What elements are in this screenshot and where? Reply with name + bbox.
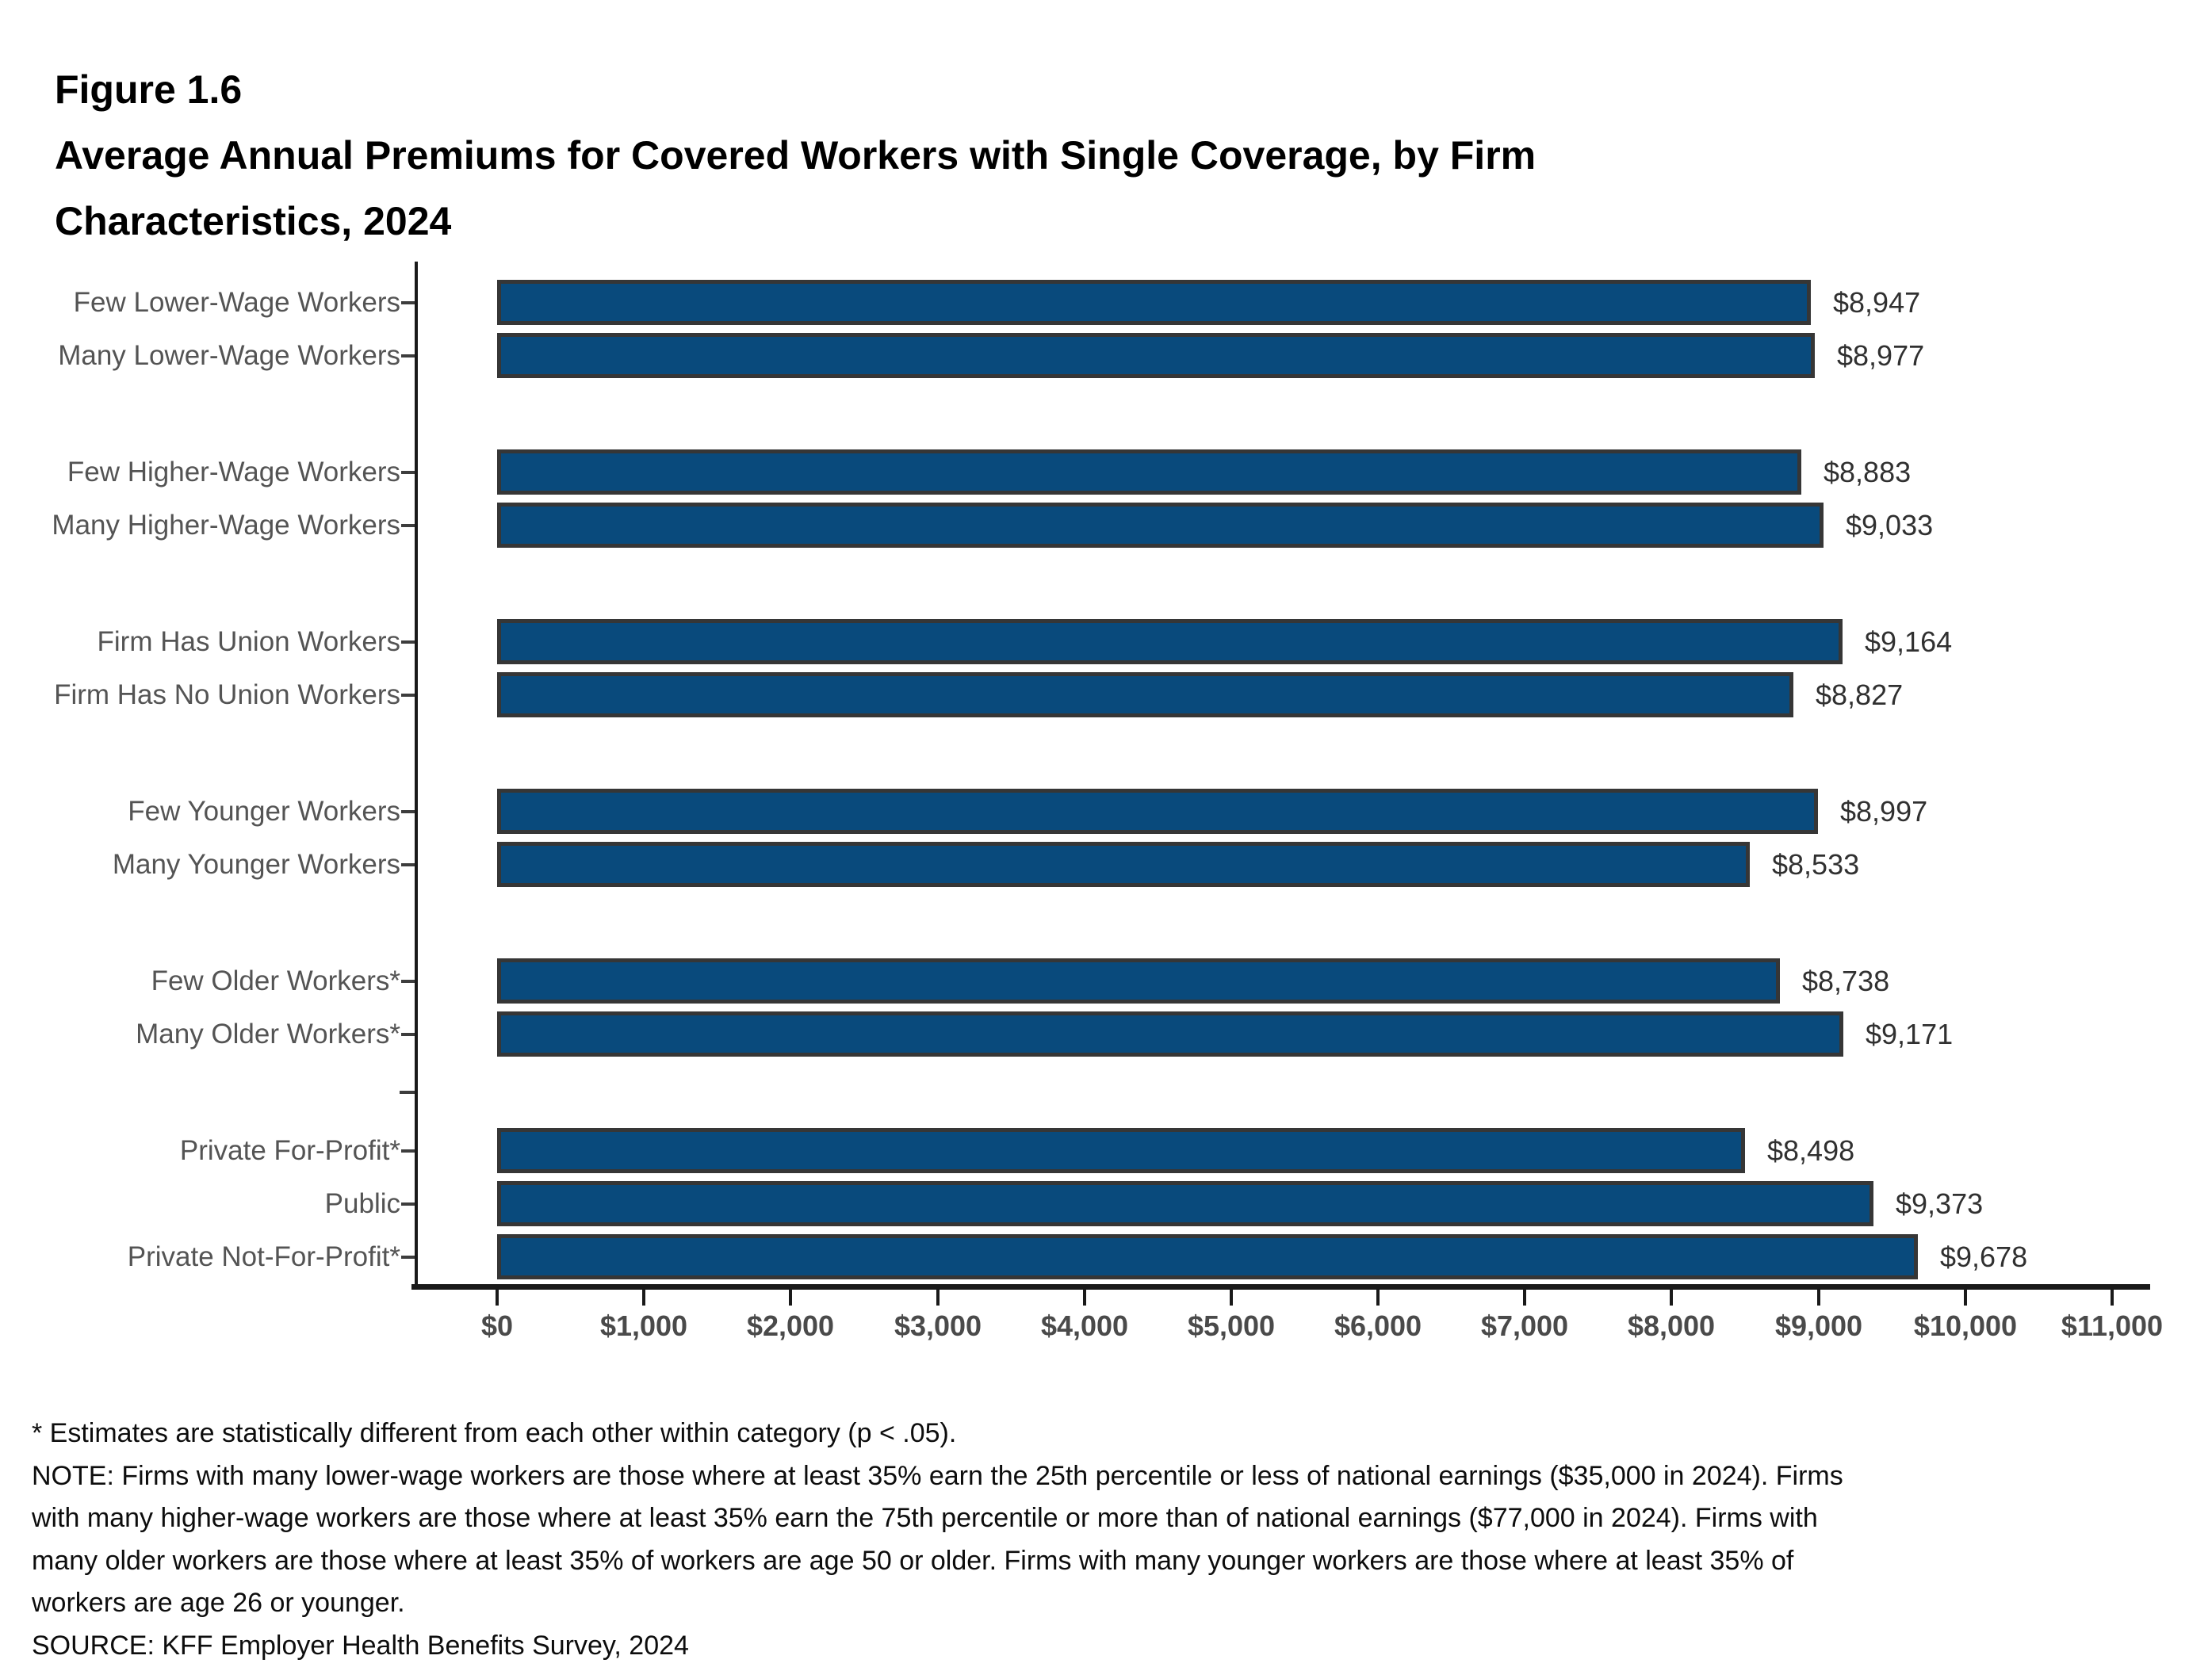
footnote-note-line1: NOTE: Firms with many lower-wage workers are those where at least 35% earn the 25th percentile or less of national earnings ($35,000 in 2024). Firms bbox=[32, 1455, 1843, 1498]
axis-tick bbox=[2111, 1290, 2114, 1306]
category-label: Few Lower-Wage Workers bbox=[0, 284, 400, 322]
figure-number: Figure 1.6 bbox=[55, 57, 1536, 123]
footnote-note-line2: with many higher-wage workers are those where at least 35% earn the 75th percentile or more than of national earnings ($77,000 in 2024). Firms with bbox=[32, 1497, 1843, 1540]
value-label: $9,373 bbox=[1896, 1184, 1983, 1224]
axis-tick-label: $2,000 bbox=[695, 1310, 886, 1343]
bar bbox=[497, 280, 1811, 325]
axis-tick bbox=[1230, 1290, 1233, 1306]
axis-tick-label: $5,000 bbox=[1136, 1310, 1326, 1343]
bar bbox=[497, 1181, 1873, 1226]
bar bbox=[497, 619, 1843, 664]
bar bbox=[497, 1011, 1843, 1057]
bar bbox=[497, 842, 1750, 887]
axis-tick bbox=[1523, 1290, 1526, 1306]
axis-tick bbox=[1817, 1290, 1820, 1306]
bar bbox=[497, 1234, 1918, 1279]
bar bbox=[497, 449, 1801, 495]
axis-tick bbox=[1964, 1290, 1967, 1306]
axis-tick bbox=[1376, 1290, 1380, 1306]
category-label: Firm Has No Union Workers bbox=[0, 676, 400, 714]
axis-tick-label: $7,000 bbox=[1429, 1310, 1620, 1343]
category-label: Public bbox=[0, 1185, 400, 1223]
figure-title-line3: Characteristics, 2024 bbox=[55, 189, 1536, 254]
bar bbox=[497, 1128, 1745, 1173]
value-label: $8,977 bbox=[1837, 336, 1924, 376]
category-label: Few Older Workers* bbox=[0, 962, 400, 1000]
bar bbox=[497, 672, 1793, 717]
value-label: $8,883 bbox=[1824, 453, 1911, 492]
value-label: $9,164 bbox=[1865, 622, 1952, 662]
value-label: $9,171 bbox=[1866, 1015, 1953, 1054]
axis-tick bbox=[789, 1290, 792, 1306]
footnote-note-line3: many older workers are those where at least 35% of workers are age 50 or older. Firms with many younger workers are those where at least 35% of bbox=[32, 1540, 1843, 1583]
category-label: Private Not-For-Profit* bbox=[0, 1238, 400, 1276]
value-label: $9,033 bbox=[1846, 506, 1933, 545]
category-label: Few Higher-Wage Workers bbox=[0, 453, 400, 491]
axis-tick bbox=[1670, 1290, 1673, 1306]
figure-title-line2: Average Annual Premiums for Covered Workers with Single Coverage, by Firm bbox=[55, 123, 1536, 189]
category-label: Few Younger Workers bbox=[0, 793, 400, 831]
value-label: $8,827 bbox=[1816, 675, 1903, 715]
axis-tick bbox=[1083, 1290, 1086, 1306]
bar bbox=[497, 503, 1824, 548]
bar bbox=[497, 333, 1815, 378]
axis-tick-label: $9,000 bbox=[1724, 1310, 1914, 1343]
axis-tick-label: $8,000 bbox=[1576, 1310, 1766, 1343]
axis-tick-label: $10,000 bbox=[1870, 1310, 2061, 1343]
y-axis-line bbox=[415, 262, 418, 1290]
value-label: $9,678 bbox=[1940, 1237, 2027, 1277]
category-label: Private For-Profit* bbox=[0, 1132, 400, 1170]
axis-tick bbox=[496, 1290, 499, 1306]
x-axis-line bbox=[411, 1284, 2150, 1290]
axis-tick-label: $0 bbox=[402, 1310, 592, 1343]
value-label: $8,738 bbox=[1802, 962, 1889, 1001]
axis-tick-label: $11,000 bbox=[2017, 1310, 2207, 1343]
bar bbox=[497, 958, 1780, 1004]
axis-tick-label: $6,000 bbox=[1283, 1310, 1473, 1343]
bar bbox=[497, 789, 1818, 834]
axis-tick bbox=[936, 1290, 940, 1306]
axis-tick bbox=[642, 1290, 645, 1306]
category-label: Many Lower-Wage Workers bbox=[0, 337, 400, 375]
category-label: Many Older Workers* bbox=[0, 1015, 400, 1053]
value-label: $8,533 bbox=[1772, 845, 1859, 885]
axis-tick-label: $3,000 bbox=[843, 1310, 1033, 1343]
footnote-note-line4: workers are age 26 or younger. bbox=[32, 1582, 1843, 1625]
footnote-asterisk: * Estimates are statistically different from each other within category (p < .05). bbox=[32, 1413, 1843, 1455]
value-label: $8,498 bbox=[1767, 1131, 1854, 1171]
axis-tick-label: $1,000 bbox=[549, 1310, 739, 1343]
category-label: Many Younger Workers bbox=[0, 846, 400, 884]
axis-tick-label: $4,000 bbox=[989, 1310, 1180, 1343]
footnote-source: SOURCE: KFF Employer Health Benefits Survey, 2024 bbox=[32, 1625, 1843, 1667]
value-label: $8,997 bbox=[1840, 792, 1927, 832]
category-label: Firm Has Union Workers bbox=[0, 623, 400, 661]
footnotes bbox=[32, 1413, 1843, 1667]
value-label: $8,947 bbox=[1833, 283, 1920, 323]
category-label: Many Higher-Wage Workers bbox=[0, 507, 400, 545]
